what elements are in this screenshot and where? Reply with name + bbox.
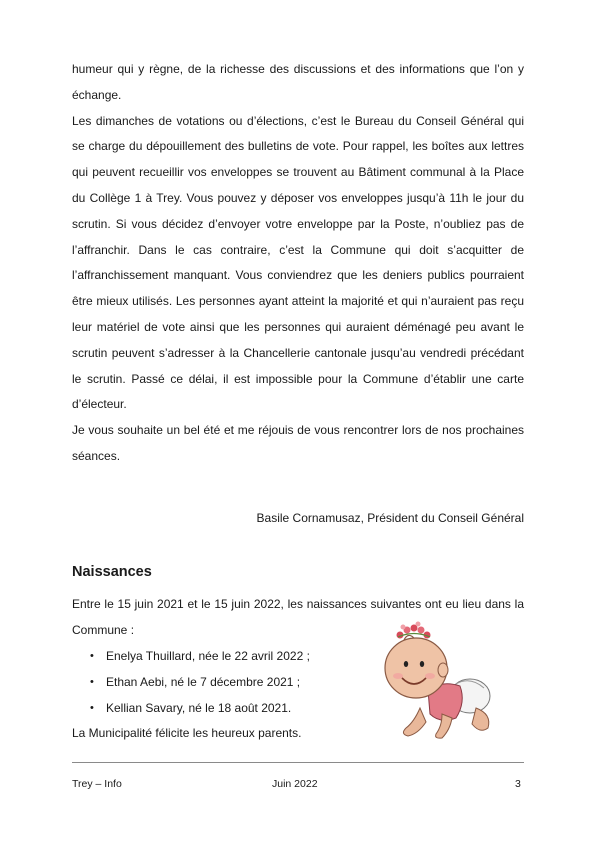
births-intro: Entre le 15 juin 2021 et le 15 juin 2022, les naissances suivantes ont eu lieu dans la Commune :	[72, 597, 524, 637]
footer-divider	[72, 762, 524, 763]
list-item	[90, 696, 310, 722]
bullet-icon: •	[90, 650, 94, 662]
births-closing: La Municipalité félicite les heureux parents.	[72, 726, 302, 740]
footer-publication: Trey – Info	[72, 778, 122, 790]
birth-entry: Kellian Savary, né le 18 août 2021.	[106, 700, 292, 715]
section-heading-births: Naissances	[72, 564, 152, 580]
intro-text	[72, 57, 524, 470]
bullet-icon: •	[90, 675, 94, 688]
paragraph: Les dimanches de votations ou d’élections, c’est le Bureau du Conseil Général qui se charge du dépouillement des bulletins de vote. Pour rappel, les boîtes aux lettres qui peuvent recueillir vos enveloppes se trouvent au Bâtiment communal à la Place du Collège 1 à Trey. Vous pouvez y déposer vos enveloppes jusqu’à 11h le jour du scrutin. Si vous décidez d’envoyer votre enveloppe par la Poste, n’oubliez pas de l’affranchir. Dans le cas contraire, c’est la Commune qui doit s’acquitter de l’affranchissement manquant. Vous conviendrez que les deniers publics pourraient être mieux utilisés. Les personnes ayant atteint la majorité et qui n’auraient pas reçu leur matériel de vote ainsi que les personnes qui auraient déménagé peu avant le scrutin peuvent s’adresser à la Chancellerie cantonale jusqu’au vendredi précédant le scrutin. Passé ce délai, il est impossible pour la Commune d’établir une carte d’électeur.	[72, 113, 524, 412]
footer-date: Juin 2022	[272, 778, 318, 790]
birth-entry: Ethan Aebi, né le 7 décembre 2021 ;	[106, 674, 301, 689]
list-item	[90, 644, 310, 670]
birth-entry: Enelya Thuillard, née le 22 avril 2022 ;	[106, 649, 310, 663]
signature: Basile Cornamusaz, Président du Conseil Général	[256, 511, 524, 525]
births-list	[90, 644, 310, 721]
crawling-baby-illustration	[380, 618, 498, 743]
bullet-icon: •	[90, 701, 94, 714]
paragraph: Je vous souhaite un bel été et me réjouis de vous rencontrer lors de nos prochaines séances.	[72, 423, 524, 463]
paragraph: humeur qui y règne, de la richesse des discussions et des informations que l’on y échange.	[72, 62, 524, 102]
list-item	[90, 670, 310, 696]
page-number: 3	[515, 778, 521, 790]
